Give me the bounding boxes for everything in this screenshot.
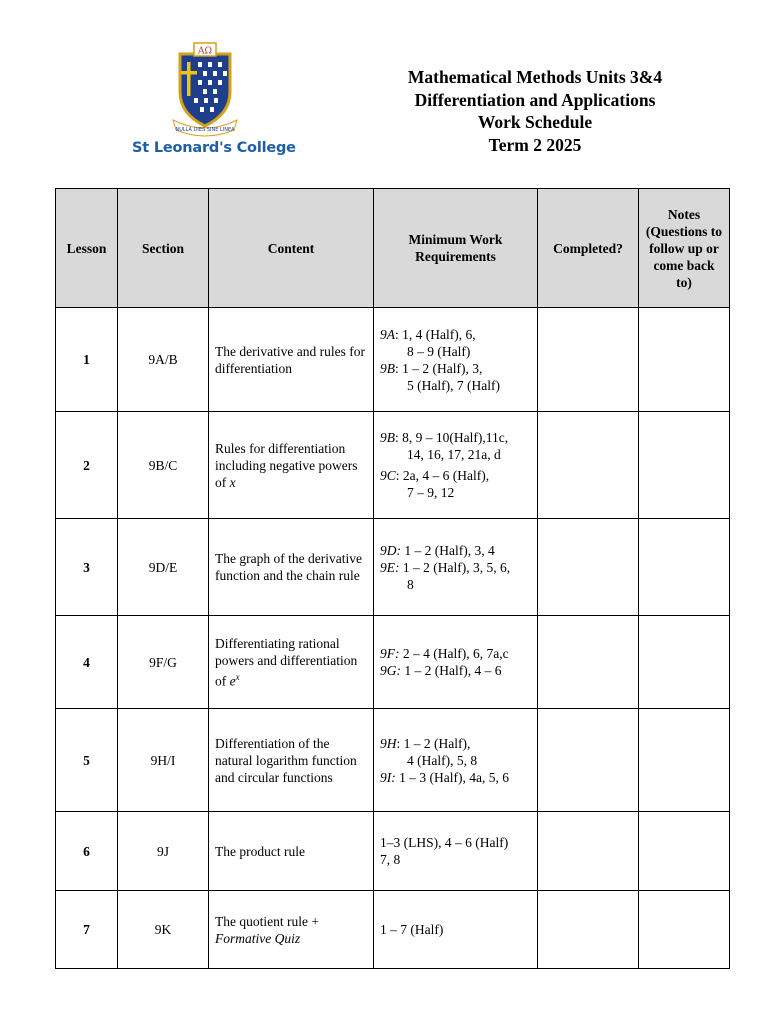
content-exponent: x xyxy=(235,671,240,682)
exercise-label: 9F: xyxy=(380,646,400,661)
content-cell: The graph of the derivative function and the chain rule xyxy=(209,519,374,616)
title-line: Differentiation and Applications xyxy=(414,89,656,110)
exercise-questions: : 8, 9 – 10(Half),11c, xyxy=(395,430,509,445)
section-code: 9B/C xyxy=(118,412,209,519)
lesson-number: 3 xyxy=(56,519,118,616)
header-notes: Notes (Questions to follow up or come back to) xyxy=(639,189,730,308)
header-lesson: Lesson xyxy=(56,189,118,308)
exercise-questions: 7, 8 xyxy=(380,852,401,867)
exercise-label: 9I: xyxy=(380,769,396,785)
lesson-number: 5 xyxy=(56,709,118,812)
lesson-number: 4 xyxy=(56,616,118,709)
exercise-questions: 14, 16, 17, 21a, d xyxy=(407,447,501,462)
requirements-cell xyxy=(374,812,538,891)
table-row xyxy=(56,308,730,412)
exercise-questions: 1 – 7 (Half) xyxy=(380,922,444,937)
exercise-questions: 8 – 9 (Half) xyxy=(407,343,471,359)
content-variable: x xyxy=(229,474,236,490)
completed-cell[interactable] xyxy=(538,812,639,891)
exercise-questions: 5 (Half), 7 (Half) xyxy=(407,377,500,393)
exercise-questions: 4 (Half), 5, 8 xyxy=(407,752,478,768)
exercise-questions: : 1 – 2 (Half), xyxy=(396,735,471,751)
notes-cell[interactable] xyxy=(639,891,730,969)
header-content: Content xyxy=(209,189,374,308)
section-code: 9K xyxy=(118,891,209,969)
header-requirements: Minimum Work Requirements xyxy=(374,189,538,308)
exercise-questions: : 1, 4 (Half), 6, xyxy=(395,326,476,342)
completed-cell[interactable] xyxy=(538,412,639,519)
section-code: 9F/G xyxy=(118,616,209,709)
requirements-cell xyxy=(374,891,538,969)
exercise-label: 9A xyxy=(380,326,395,342)
exercise-questions: 1 – 2 (Half), 3, 5, 6, xyxy=(399,559,511,575)
title-line: Mathematical Methods Units 3&4 xyxy=(407,67,663,87)
exercise-questions: 1 – 2 (Half), 4 – 6 xyxy=(401,663,502,678)
notes-cell[interactable] xyxy=(639,412,730,519)
table-row xyxy=(56,616,730,709)
exercise-questions: : 2a, 4 – 6 (Half), xyxy=(395,468,490,483)
content-cell xyxy=(209,412,374,519)
content-cell xyxy=(209,616,374,709)
college-crest-icon xyxy=(172,40,238,140)
content-cell: Differentiation of the natural logarithm function and circular functions xyxy=(209,709,374,812)
exercise-questions: 1 – 2 (Half), 3, 4 xyxy=(401,542,495,558)
table-row xyxy=(56,412,730,519)
work-schedule-table xyxy=(55,188,730,969)
table-header-row xyxy=(56,189,730,308)
document-title xyxy=(370,66,700,156)
table-row xyxy=(56,519,730,616)
completed-cell[interactable] xyxy=(538,519,639,616)
section-code: 9J xyxy=(118,812,209,891)
exercise-questions: 1 – 3 (Half), 4a, 5, 6 xyxy=(395,769,509,785)
content-text: The quotient rule + xyxy=(215,913,319,929)
header-completed: Completed? xyxy=(538,189,639,308)
exercise-questions: 2 – 4 (Half), 6, 7a,c xyxy=(399,646,509,661)
notes-cell[interactable] xyxy=(639,519,730,616)
lesson-number: 2 xyxy=(56,412,118,519)
lesson-number: 6 xyxy=(56,812,118,891)
exercise-label: 9H xyxy=(380,735,397,751)
lesson-number: 7 xyxy=(56,891,118,969)
notes-cell[interactable] xyxy=(639,812,730,891)
exercise-label: 9B xyxy=(380,360,395,376)
lesson-number: 1 xyxy=(56,308,118,412)
exercise-questions: 8 xyxy=(407,576,414,592)
exercise-label: 9G: xyxy=(380,663,401,678)
notes-cell[interactable] xyxy=(639,709,730,812)
content-cell xyxy=(209,891,374,969)
exercise-label: 9D: xyxy=(380,542,401,558)
title-line: Term 2 2025 xyxy=(488,134,582,155)
requirements-cell xyxy=(374,616,538,709)
notes-cell[interactable] xyxy=(639,616,730,709)
content-variable: e xyxy=(229,673,236,689)
header-section: Section xyxy=(118,189,209,308)
content-cell: The product rule xyxy=(209,812,374,891)
completed-cell[interactable] xyxy=(538,308,639,412)
content-text: Rules for differentiation including negative powers of xyxy=(215,440,358,490)
requirements-cell xyxy=(374,709,538,812)
crest-letters: ΑΩ xyxy=(198,46,212,57)
table-row xyxy=(56,812,730,891)
requirements-cell xyxy=(374,519,538,616)
exercise-label: 9E: xyxy=(380,559,400,575)
completed-cell[interactable] xyxy=(538,891,639,969)
completed-cell[interactable] xyxy=(538,709,639,812)
table-row xyxy=(56,891,730,969)
exercise-label: 9B xyxy=(380,430,395,445)
college-logo xyxy=(132,40,296,162)
section-code: 9H/I xyxy=(118,709,209,812)
content-cell: The derivative and rules for differentiation xyxy=(209,308,374,412)
exercise-questions: 1–3 (LHS), 4 – 6 (Half) xyxy=(380,835,509,850)
content-text: Differentiating rational powers and differentiation of xyxy=(215,635,358,689)
exercise-label: 9C xyxy=(380,468,396,483)
title-line: Work Schedule xyxy=(477,112,593,132)
content-italic: Formative Quiz xyxy=(215,930,301,946)
section-code: 9A/B xyxy=(118,308,209,412)
table-row xyxy=(56,709,730,812)
completed-cell[interactable] xyxy=(538,616,639,709)
college-name: St Leonard's College xyxy=(132,140,296,156)
exercise-questions: : 1 – 2 (Half), 3, xyxy=(395,360,483,376)
crest-motto: NULLA DIES SINE LINEA xyxy=(175,127,235,133)
notes-cell[interactable] xyxy=(639,308,730,412)
section-code: 9D/E xyxy=(118,519,209,616)
exercise-questions: 7 – 9, 12 xyxy=(407,485,455,500)
requirements-cell xyxy=(374,308,538,412)
requirements-cell xyxy=(374,412,538,519)
